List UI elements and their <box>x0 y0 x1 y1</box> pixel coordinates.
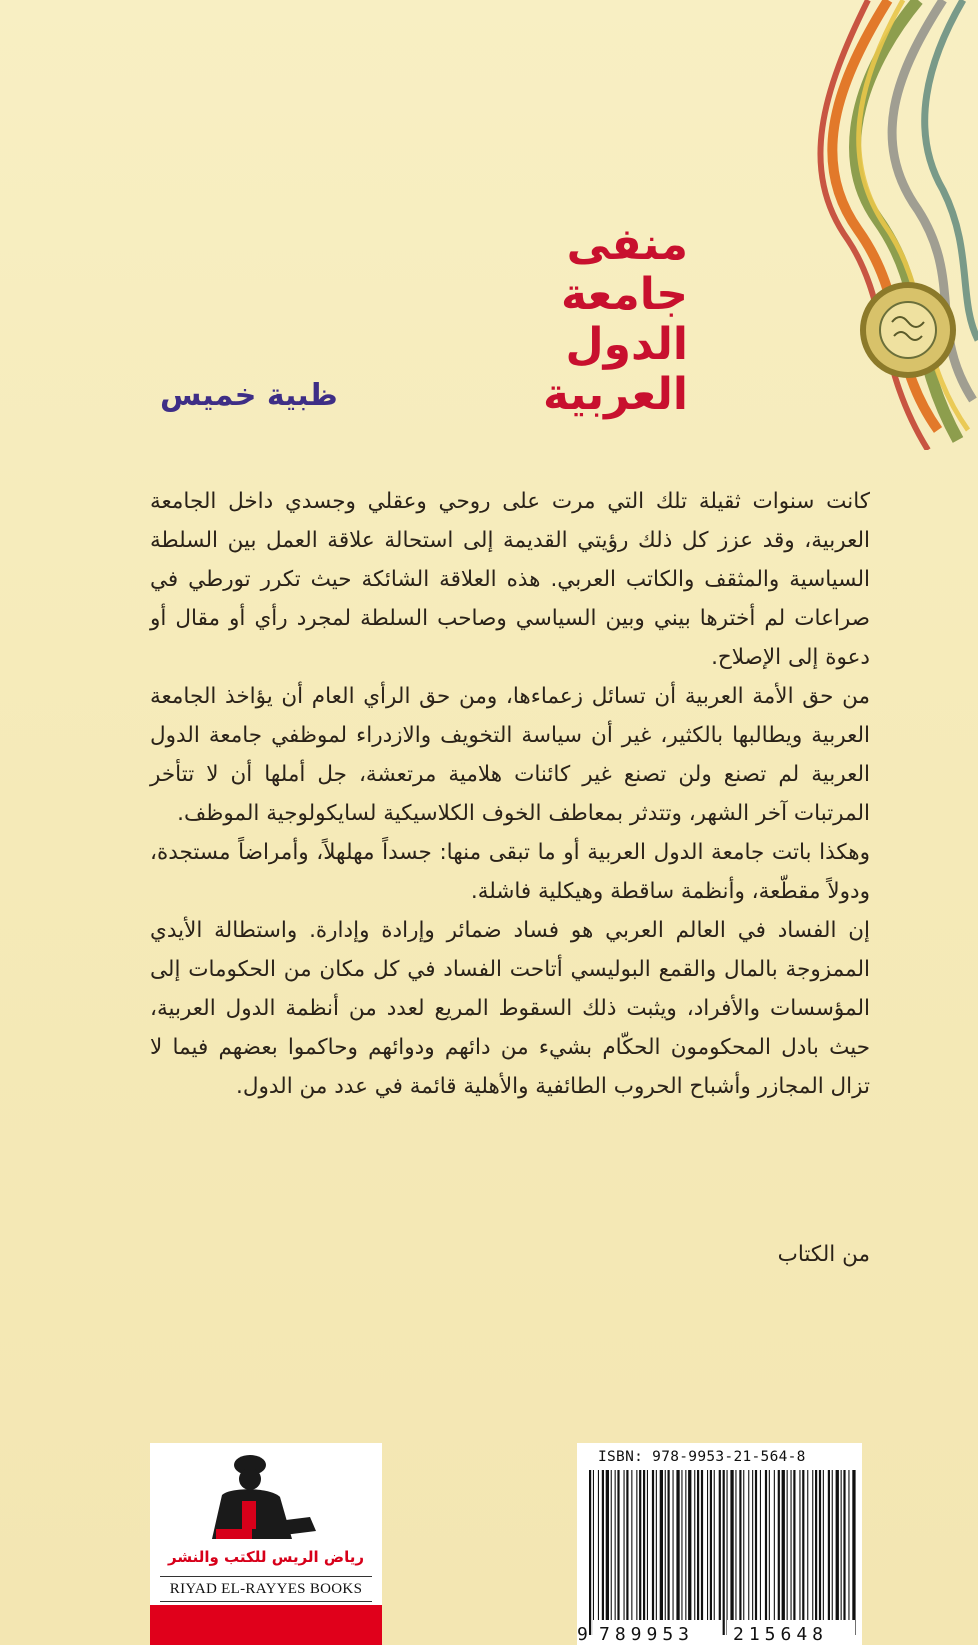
publisher-scholar-illustration <box>150 1443 382 1553</box>
blurb-paragraph: وهكذا باتت جامعة الدول العربية أو ما تبقى منها: جسداً مهلهلاً، وأمراضاً مستجدة، ودولاً مقطّعة، وأنظمة ساقطة وهيكلية فاشلة. <box>150 840 870 904</box>
barcode-bar <box>828 1470 830 1620</box>
barcode-bar <box>647 1470 648 1620</box>
barcode-bar <box>598 1470 599 1620</box>
title-line: العربية <box>543 369 688 420</box>
barcode-bar <box>730 1470 733 1620</box>
barcode-bar <box>843 1470 845 1620</box>
author-name: ظبية خميس <box>160 378 338 413</box>
barcode-bar <box>611 1470 612 1620</box>
barcode-digits-left: 789953 <box>599 1624 695 1645</box>
barcode-bar <box>719 1470 721 1620</box>
barcode-bar <box>807 1470 808 1620</box>
barcode-bars <box>575 1470 865 1645</box>
barcode-bar <box>787 1470 788 1620</box>
blurb-paragraph: إن الفساد في العالم العربي هو فساد ضمائر وإرادة وإدارة. واستطالة الأيدي الممزوجة بالمال والقمع البوليسي أتاحت الفساد في كل مكان من الحكومات إلى المؤسسات والأفراد، ويثبت ذلك السقوط المريع لعدد من أنظمة الدول العربية، حيث بادل المحكومون الحكّام بشيء من دائهم ودوائهم وحاكموا بعضهم فيما لا تزال المجازر وأشباح الحروب الطائفية والأهلية قائمة في عدد من الدول. <box>150 918 870 1099</box>
barcode-bar <box>694 1470 695 1620</box>
barcode-bar <box>799 1470 800 1620</box>
barcode-digits-right: 215648 <box>733 1624 829 1645</box>
ribbon-art-with-emblem <box>768 0 978 450</box>
publisher-latin-name: RIYAD EL-RAYYES BOOKS <box>160 1576 372 1602</box>
barcode-bar <box>710 1470 712 1620</box>
barcode-bar <box>589 1470 591 1635</box>
barcode-bar <box>841 1470 842 1620</box>
barcode-bar <box>823 1470 824 1620</box>
blurb-text <box>150 482 870 1106</box>
barcode-bar <box>743 1470 744 1620</box>
barcode-bar <box>778 1470 780 1620</box>
barcode-bar <box>836 1470 839 1620</box>
barcode-bar <box>615 1470 616 1620</box>
barcode-bar <box>688 1470 691 1620</box>
barcode-bar <box>660 1470 663 1620</box>
barcode-bar <box>602 1470 604 1620</box>
barcode-bar-group <box>589 1470 856 1635</box>
barcode-bar <box>636 1470 637 1620</box>
barcode-digit-first: 9 <box>577 1624 588 1645</box>
barcode-bar <box>791 1470 792 1620</box>
barcode-bar <box>673 1470 674 1620</box>
barcode-bar <box>665 1470 666 1620</box>
barcode-bar <box>701 1470 703 1620</box>
barcode-bar <box>723 1470 725 1635</box>
barcode-bar <box>639 1470 641 1620</box>
barcode-bar <box>626 1470 628 1620</box>
barcode-bar <box>782 1470 785 1620</box>
publisher-arabic-name: رياض الريس للكتب والنشر <box>168 1548 364 1566</box>
barcode-bar <box>735 1470 736 1620</box>
barcode-bar <box>769 1470 770 1620</box>
barcode-bar <box>617 1470 619 1620</box>
scholar-red-sash <box>242 1501 256 1529</box>
isbn-label: ISBN: 978-9953-21-564-8 <box>598 1449 806 1465</box>
barcode-bar <box>815 1470 817 1620</box>
barcode-bar <box>593 1470 594 1635</box>
publisher-red-band <box>150 1605 382 1645</box>
title-line: جامعة <box>561 269 688 320</box>
barcode-bar <box>697 1470 699 1620</box>
league-emblem-center <box>880 302 936 358</box>
barcode-bar <box>668 1470 670 1620</box>
barcode-bar <box>631 1470 632 1620</box>
barcode-bar <box>624 1470 625 1620</box>
blurb-paragraph: كانت سنوات ثقيلة تلك التي مرت على روحي وعقلي وجسدي داخل الجامعة العربية، وقد عزز كل ذلك رؤيتي القديمة إلى استحالة علاقة العمل بين السلطة السياسية والمثقف والكاتب العربي. هذه العلاقة الشائكة حيث تكرر تورطي في صراعات لم أخترها بيني وبين السياسي وصاحب السلطة لمجرد رأي أو مقال أو دعوة إلى الإصلاح. <box>150 489 870 670</box>
barcode-bar <box>676 1470 679 1620</box>
barcode-bar <box>681 1470 682 1620</box>
barcode-bar <box>755 1470 757 1620</box>
barcode-bar <box>714 1470 715 1620</box>
barcode-bar <box>852 1470 855 1635</box>
scholar-face <box>239 1468 261 1490</box>
scholar-book <box>216 1529 252 1539</box>
blurb-source: من الكتاب <box>777 1242 870 1267</box>
barcode-bar <box>643 1470 645 1620</box>
barcode-bar <box>707 1470 708 1620</box>
book-title <box>428 220 688 420</box>
barcode-bar <box>819 1470 821 1620</box>
barcode-bar <box>793 1470 795 1620</box>
barcode-bar <box>760 1470 761 1620</box>
barcode-bar <box>774 1470 775 1620</box>
blurb-paragraph: من حق الأمة العربية أن تسائل زعماءها، ومن حق الرأي العام أن يؤاخذ الجامعة العربية ويطالبها بالكثير، غير أن سياسة التخويف والازدراء لموظفي جامعة الدول العربية لم تصنع ولن تصنع غير كائنات هلامية مرتعشة، جل أملها أن لا تتأخر المرتبات آخر الشهر، وتتدثر بمعاطف الخوف الكلاسيكية لسايكولوجية الموظف. <box>150 684 870 826</box>
barcode-bar <box>752 1470 753 1620</box>
title-line: الدول <box>565 319 688 370</box>
barcode-bar <box>739 1470 741 1620</box>
barcode-bar <box>848 1470 849 1635</box>
barcode-bar <box>812 1470 813 1620</box>
barcode-bar <box>606 1470 609 1620</box>
barcode-bar <box>727 1470 728 1635</box>
barcode-bar <box>652 1470 654 1620</box>
barcode-bar <box>832 1470 833 1620</box>
barcode-bar <box>685 1470 686 1620</box>
title-line: منفى <box>566 219 688 270</box>
barcode-bar <box>802 1470 804 1620</box>
barcode-bar <box>656 1470 657 1620</box>
barcode-bar <box>748 1470 749 1620</box>
barcode-bar <box>765 1470 767 1620</box>
